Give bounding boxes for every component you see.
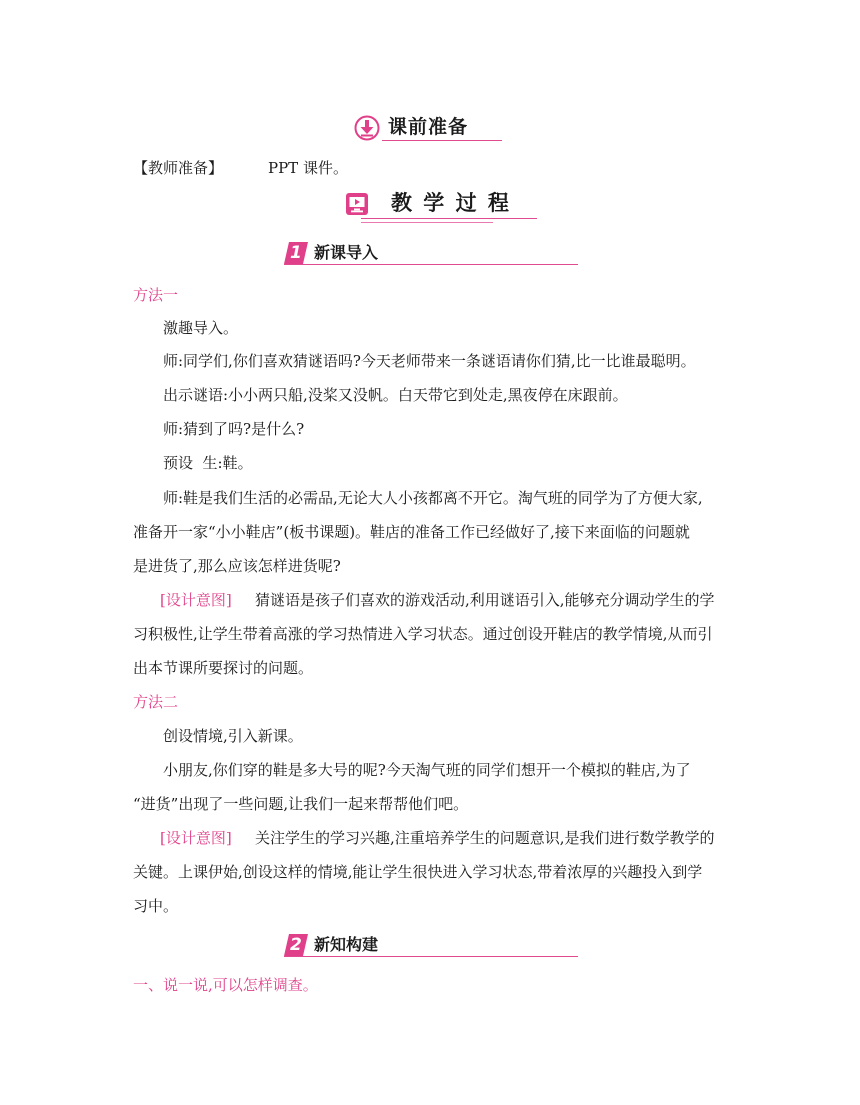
design-intent-line: 出本节课所要探讨的问题。 <box>133 659 314 677</box>
monitor-icon <box>345 192 369 216</box>
paragraph-line: 激趣导入。 <box>163 319 239 337</box>
paragraph-line: 是进货了,那么应该怎样进货呢? <box>133 557 341 575</box>
section-header-prep <box>350 113 502 143</box>
paragraph-line: 预设 生:鞋。 <box>163 454 253 472</box>
prep-value: PPT 课件。 <box>268 159 348 177</box>
design-intent-label: [设计意图] <box>160 829 232 847</box>
paragraph-line: “进货”出现了一些问题,让我们一起来帮帮他们吧。 <box>133 795 469 813</box>
design-intent-line: 关键。上课伊始,创设这样的情境,能让学生很快进入学习状态,带着浓厚的兴趣投入到学 <box>133 863 703 881</box>
section-header-process <box>343 190 539 226</box>
section-title: 新课导入 <box>314 243 379 262</box>
header-underline <box>382 140 502 141</box>
banner-underline <box>284 956 578 957</box>
paragraph-line: 师:鞋是我们生活的必需品,无论大人小孩都离不开它。淘气班的同学为了方便大家, <box>163 489 703 507</box>
prep-label: 【教师准备】 <box>133 159 224 177</box>
header-underline <box>361 218 537 219</box>
section-number: 1 <box>290 243 302 263</box>
paragraph-line: 创设情境,引入新课。 <box>163 727 303 745</box>
banner-underline <box>284 264 578 265</box>
method-heading: 方法二 <box>133 693 179 711</box>
paragraph-line: 出示谜语:小小两只船,没桨又没帆。白天带它到处走,黑夜停在床跟前。 <box>163 386 628 404</box>
design-intent-line: 关注学生的学习兴趣,注重培养学生的问题意识,是我们进行数学教学的 <box>255 829 715 847</box>
section-banner-intro <box>284 240 578 268</box>
section-number: 2 <box>290 935 302 955</box>
method-heading: 方法一 <box>133 286 179 304</box>
design-intent-line: 猜谜语是孩子们喜欢的游戏活动,利用谜语引入,能够充分调动学生的学 <box>255 591 715 609</box>
page-title-prep: 课前准备 <box>388 116 469 138</box>
section-title: 新知构建 <box>314 935 379 954</box>
design-intent-line: 习积极性,让学生带着高涨的学习热情进入学习状态。通过创设开鞋店的教学情境,从而引 <box>133 625 713 643</box>
paragraph-line: 师:猜到了吗?是什么? <box>163 420 305 438</box>
section-banner-new-knowledge <box>284 932 578 960</box>
paragraph-line: 师:同学们,你们喜欢猜谜语吗?今天老师带来一条谜语请你们猜,比一比谁最聪明。 <box>163 352 696 370</box>
paragraph-line: 准备开一家“小小鞋店”(板书课题)。鞋店的准备工作已经做好了,接下来面临的问题就 <box>133 523 690 541</box>
subheading: 一、说一说,可以怎样调查。 <box>133 976 318 994</box>
paragraph-line: 小朋友,你们穿的鞋是多大号的呢?今天淘气班的同学们想开一个模拟的鞋店,为了 <box>163 761 691 779</box>
design-intent-line: 习中。 <box>133 897 179 915</box>
header-underline-short <box>361 222 493 223</box>
page-title-process: 教 学 过 程 <box>391 190 511 215</box>
design-intent-label: [设计意图] <box>160 591 232 609</box>
download-arrow-icon <box>354 115 380 141</box>
